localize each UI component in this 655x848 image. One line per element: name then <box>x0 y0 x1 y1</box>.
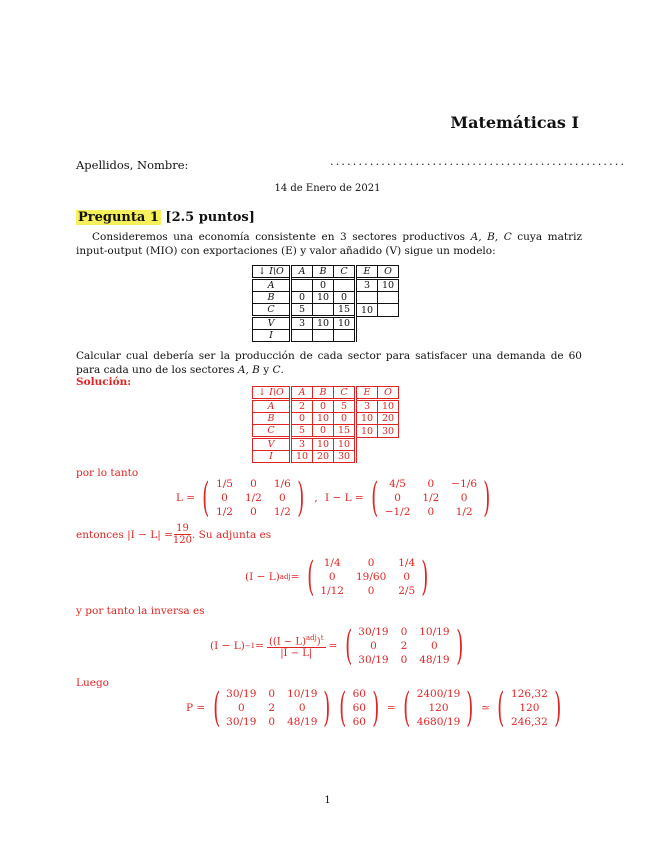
matrix-entry: 0 <box>400 626 408 638</box>
P-inverse-matrix <box>209 685 335 731</box>
matrix-entry: 0 <box>367 585 375 597</box>
mio-s-header-row <box>253 387 399 400</box>
L-matrix <box>198 475 308 521</box>
matrix-entry: 1/6 <box>273 478 291 490</box>
matrix-grid <box>224 688 319 728</box>
left-paren: ( <box>212 685 220 731</box>
matrix-entry: 1/2 <box>244 492 262 504</box>
left-paren: ( <box>344 623 353 669</box>
solution-label: Solución: <box>76 376 132 388</box>
inverse-intro: y por tanto la inversa es <box>76 605 205 617</box>
matrix-entry: 0 <box>403 571 411 583</box>
mio-q-row-cell: C <box>253 304 291 317</box>
matrix-entry: 10/19 <box>287 688 318 700</box>
matrix-entry: 0 <box>394 492 401 504</box>
production-equation: P = ( 30/19 0 10/19 0 2 0 30/19 0 48/19 ) ( 60 60 60 ) = ( 2400/19 120 4680/19 ) ≃ ( 126,32 120 246,32 ) <box>186 688 565 728</box>
page-number: 1 <box>324 795 331 806</box>
mio-s-row-cell: 0 <box>313 400 334 413</box>
left-paren: ( <box>202 475 210 521</box>
production-decimal-vector <box>493 685 565 731</box>
matrix-entry: 0 <box>250 506 257 518</box>
matrix-entry: 1/2 <box>422 492 440 504</box>
question-title <box>76 210 255 225</box>
matrix-entry: 0 <box>431 640 438 652</box>
mio-q-row-cell: 10 <box>378 279 399 292</box>
mio-q-inputs-row-cell <box>291 330 313 342</box>
matrix-entry: 2 <box>268 702 276 714</box>
exam-date: 14 de Enero de 2021 <box>274 183 381 194</box>
mio-q-header-row-cell: O <box>378 266 399 279</box>
left-paren: ( <box>497 685 505 731</box>
mio-q-row-cell <box>313 304 334 317</box>
matrix-entry: 0 <box>460 492 468 504</box>
mio-q-row-cell: 5 <box>291 304 313 317</box>
mio-s-row-cell: B <box>253 413 291 425</box>
mio-q-row <box>253 292 399 304</box>
mio-s-value-added-row-cell: 3 <box>291 438 313 451</box>
matrix-entry: 246,32 <box>511 716 548 728</box>
mio-q-inputs-row-cell: I <box>253 330 291 342</box>
matrix-grid <box>509 688 550 728</box>
mio-q-row-cell: B <box>253 292 291 304</box>
matrix-grid <box>356 626 451 666</box>
mio-s-row-cell: 0 <box>334 413 356 425</box>
matrix-entry: 0 <box>268 716 276 728</box>
production-fraction-vector <box>399 685 478 731</box>
matrix-entry: 0 <box>250 478 257 490</box>
right-paren: ) <box>483 475 491 521</box>
matrix-entry: 2 <box>400 640 408 652</box>
mio-s-header-row-cell: E <box>356 387 378 400</box>
matrix-entry: 0 <box>400 654 408 666</box>
right-paren: ) <box>466 685 474 731</box>
matrix-entry: 48/19 <box>419 654 450 666</box>
I-minus-L-equation: I − L = ( 4/5 0 −1/6 0 1/2 0 −1/2 0 1/2 ) <box>325 478 495 518</box>
matrix-entry: 1/2 <box>273 506 291 518</box>
question-points: [2.5 puntos] <box>165 210 255 225</box>
matrix-entry: 48/19 <box>287 716 318 728</box>
mio-s-inputs-row-cell: I <box>253 451 291 463</box>
matrix-entry: 0 <box>427 478 435 490</box>
matrix-entry: 1/5 <box>216 478 233 490</box>
mio-q-value-added-row <box>253 317 399 330</box>
matrix-entry: 120 <box>428 702 449 714</box>
matrix-entry: 30/19 <box>358 654 389 666</box>
matrix-entry: 30/19 <box>226 716 257 728</box>
matrix-entry: 4/5 <box>389 478 406 490</box>
left-paren: ( <box>339 685 347 731</box>
mio-s-inputs-row <box>253 451 399 463</box>
mio-q-header-row-cell: C <box>334 266 356 279</box>
mio-s-row-cell: 10 <box>378 400 399 413</box>
mio-s-row <box>253 425 399 438</box>
mio-s-value-added-row-cell: V <box>253 438 291 451</box>
mio-q-row-cell: 10 <box>313 292 334 304</box>
mio-table-solution <box>252 386 399 463</box>
mio-s-row-cell: 5 <box>291 425 313 438</box>
name-label: Apellidos, Nombre: <box>76 158 189 172</box>
matrix-grid <box>415 688 463 728</box>
mio-s-row <box>253 400 399 413</box>
mio-s-row-cell: 0 <box>291 413 313 425</box>
adjugate-equation: (I − L) adj = ( 1/4 0 1/4 0 19/60 0 1/12 0 2/5 ) <box>245 557 433 597</box>
mio-s-header-row-cell: B <box>313 387 334 400</box>
matrix-entry: 120 <box>519 702 540 714</box>
question-label: Pregunta 1 <box>78 210 159 225</box>
mio-s-value-added-row-cell: 10 <box>313 438 334 451</box>
mio-q-value-added-row-cell: 10 <box>313 317 334 330</box>
demand-vector <box>335 685 384 731</box>
matrix-entry: 0 <box>278 492 286 504</box>
mio-s-row-cell: 5 <box>334 400 356 413</box>
mio-q-inputs-row <box>253 330 399 342</box>
mio-s-row-cell: 15 <box>334 425 356 438</box>
matrix-entry: 0 <box>268 688 276 700</box>
matrix-entry: 1/4 <box>398 557 416 569</box>
mio-q-inputs-row-cell <box>313 330 334 342</box>
mio-table-question <box>252 265 399 342</box>
mio-q-value-added-row-cell: V <box>253 317 291 330</box>
matrix-entry: 0 <box>237 702 245 714</box>
right-paren: ) <box>297 475 305 521</box>
mio-q-row-cell <box>378 304 399 317</box>
adjugate-matrix <box>303 554 433 600</box>
page-title: Matemáticas I <box>450 113 579 132</box>
mio-q-row-cell <box>291 279 313 292</box>
inverse-matrix <box>341 623 467 669</box>
matrix-grid <box>383 478 479 518</box>
L-equation: L = ( 1/5 0 1/6 0 1/2 0 1/2 0 1/2 ) , <box>176 475 318 521</box>
matrix-entry: 0 <box>221 492 228 504</box>
matrix-entry: 30/19 <box>358 626 389 638</box>
mio-s-inputs-row-cell: 30 <box>334 451 356 463</box>
inverse-equation: (I − L) −1 = $\frac{((I - L)^{adj})^t}{|I - L|}$ = ( 30/19 0 10/19 0 2 0 30/19 0 48/19 ) <box>210 626 467 666</box>
matrix-entry: −1/6 <box>451 478 477 490</box>
mio-q-header-row-cell: A <box>291 266 313 279</box>
mio-q-value-added-row-cell: 3 <box>291 317 313 330</box>
matrix-entry: 4680/19 <box>416 716 461 728</box>
matrix-entry: 1/4 <box>323 557 341 569</box>
luego-label: Luego <box>76 677 109 689</box>
matrix-entry: 60 <box>352 716 366 728</box>
matrix-grid <box>214 478 293 518</box>
question-intro: Consideremos una economía consistente en 3 sectores productivos A, B, C cuya matriz input-output (MIO) con exportaciones (E) y valor añadido (V) sigue un modelo: <box>76 231 583 257</box>
mio-s-value-added-row <box>253 438 399 451</box>
mio-s-row-cell: 30 <box>378 425 399 438</box>
right-paren: ) <box>372 685 380 731</box>
matrix-entry: 1/2 <box>455 506 473 518</box>
left-paren: ( <box>403 685 411 731</box>
matrix-entry: −1/2 <box>384 506 411 518</box>
mio-s-row-cell: 20 <box>378 413 399 425</box>
matrix-entry: 1/12 <box>320 585 344 597</box>
right-paren: ) <box>554 685 562 731</box>
mio-s-value-added-row-cell: 10 <box>334 438 356 451</box>
mio-q-row-cell: A <box>253 279 291 292</box>
matrix-grid <box>351 688 368 728</box>
left-paren: ( <box>371 475 379 521</box>
mio-q-row <box>253 279 399 292</box>
matrix-entry: 126,32 <box>511 688 548 700</box>
matrix-entry: 0 <box>367 557 375 569</box>
name-field-dots: .................................................... <box>330 155 627 168</box>
mio-q-header-row-cell: B <box>313 266 334 279</box>
mio-q-row-cell <box>356 292 378 304</box>
I-minus-L-matrix <box>367 475 495 521</box>
mio-q-row-cell: 0 <box>334 292 356 304</box>
matrix-entry: 30/19 <box>226 688 257 700</box>
mio-s-row-cell: 0 <box>313 425 334 438</box>
matrix-entry: 2400/19 <box>416 688 461 700</box>
mio-q-row <box>253 304 399 317</box>
mio-s-inputs-row-cell: 20 <box>313 451 334 463</box>
por-lo-tanto: por lo tanto <box>76 467 139 479</box>
right-paren: ) <box>455 623 463 669</box>
mio-q-header-row-cell: ↓ I\O <box>253 266 291 279</box>
mio-q-row-cell <box>378 292 399 304</box>
mio-s-header-row-cell: A <box>291 387 313 400</box>
mio-s-row-cell: A <box>253 400 291 413</box>
mio-s-row-cell: 10 <box>356 425 378 438</box>
matrix-entry: 60 <box>352 702 366 714</box>
mio-s-row-cell: 2 <box>291 400 313 413</box>
mio-s-row-cell: 10 <box>313 413 334 425</box>
matrix-grid <box>318 557 417 597</box>
mio-q-inputs-row-cell <box>334 330 356 342</box>
mio-s-row-cell: 3 <box>356 400 378 413</box>
question-task: Calcular cual debería ser la producción de cada sector para satisfacer una demanda de 60 para cada uno de los sectores A, B y C. <box>76 350 582 376</box>
mio-q-row-cell: 0 <box>313 279 334 292</box>
mio-s-row-cell: 10 <box>356 413 378 425</box>
mio-s-header-row-cell: ↓ I\O <box>253 387 291 400</box>
mio-s-header-row-cell: O <box>378 387 399 400</box>
matrix-entry: 0 <box>328 571 336 583</box>
mio-q-value-added-row-cell: 10 <box>334 317 356 330</box>
mio-q-header-row-cell: E <box>356 266 378 279</box>
matrix-entry: 0 <box>298 702 306 714</box>
mio-q-row-cell: 10 <box>356 304 378 317</box>
matrix-entry: 0 <box>427 506 435 518</box>
matrix-entry: 2/5 <box>398 585 416 597</box>
mio-s-inputs-row-cell: 10 <box>291 451 313 463</box>
mio-q-row-cell: 15 <box>334 304 356 317</box>
mio-q-row-cell <box>334 279 356 292</box>
determinant-line: entonces |I − L| = $\frac{19}{120}$ . Su adjunta es <box>76 523 272 546</box>
mio-s-row-cell: C <box>253 425 291 438</box>
mio-s-header-row-cell: C <box>334 387 356 400</box>
matrix-entry: 19/60 <box>355 571 387 583</box>
right-paren: ) <box>323 685 331 731</box>
mio-s-row <box>253 413 399 425</box>
matrix-entry: 10/19 <box>419 626 450 638</box>
matrix-entry: 0 <box>370 640 377 652</box>
mio-q-row-cell: 0 <box>291 292 313 304</box>
left-paren: ( <box>307 554 315 600</box>
mio-q-row-cell: 3 <box>356 279 378 292</box>
matrix-entry: 60 <box>352 688 366 700</box>
mio-q-header-row <box>253 266 399 279</box>
right-paren: ) <box>421 554 429 600</box>
matrix-entry: 1/2 <box>216 506 233 518</box>
